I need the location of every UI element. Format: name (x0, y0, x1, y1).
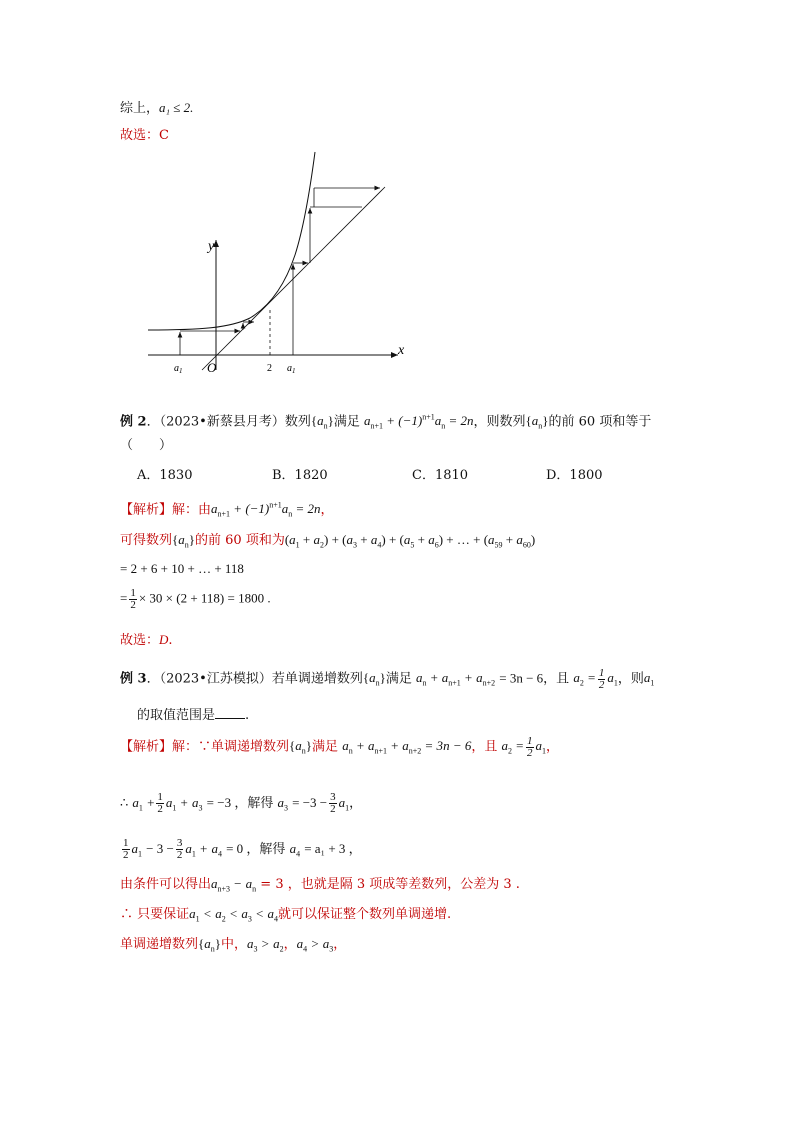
ex2-answer (120, 630, 173, 651)
ex2-answer-suffix: . (168, 633, 173, 648)
ex3-solution-line1: 【解析】解：∵单调递增数列$\{a_n\}$满足 $a_n + a_{n+1} + a_{n+2} = 3n - 6$，且 $a_2$ = $\frac{1}{2}$ $a_1$， (120, 735, 560, 759)
ex2-label: 例 2 (120, 414, 147, 430)
tick-two-label: 2 (267, 363, 272, 374)
ex3-eq-lhs: $a_n + a_{n+1} + a_{n+2}$ (416, 670, 496, 689)
ex2-option-b: B．1820 (272, 468, 328, 483)
ex2-question (120, 408, 651, 437)
ex2-option-d: D．1800 (546, 468, 603, 483)
ex3-s4-suffix: 就可以保证整个数列单调递增. (278, 907, 452, 922)
ex3-s1-suffix: = −3 ，解得 (206, 795, 274, 810)
ex3-solution-tag: 【解析】 (120, 739, 173, 755)
ex3-label: 例 3 (120, 671, 147, 687)
origin-label: O (207, 360, 217, 375)
ex3-sol-text2: 满足 (312, 739, 339, 755)
ex3-sol-seq: $\{a_n\}$ (289, 738, 313, 757)
function-curve (148, 152, 315, 330)
ex2-option-a: A．1830 (137, 468, 193, 483)
ex3-step3: 由条件可以得出$a_{n+3} - a_n = 3$ ，也就是隔 3 项成等差数列，公差为 3 . (120, 876, 520, 894)
ex3-step4: ∴ 只要保证$a_1 < a_2 < a_3 < a_4$就可以保证整个数列单调递增. (120, 906, 452, 924)
ex3-s1-end: ， (349, 796, 363, 811)
ex3-s3: 由条件可以得出 (120, 877, 212, 892)
ex3-text1: 满足 (385, 671, 412, 687)
ex3-sol-cond: $a_2$ = $\frac{1}{2}$ $a_1$ (501, 735, 547, 759)
ex2-text1: 满足 (333, 414, 360, 430)
tick-a1-left-label: $a_1$ (174, 363, 183, 375)
answer-line-1 (120, 126, 169, 146)
answer-prefix: 故选： (120, 128, 160, 143)
conclusion-prefix: 综上， (120, 101, 160, 116)
ex3-sol-text3: ，且 (471, 739, 498, 755)
ex2-solution-line4: = $\frac{1}{2}$ × 30 × (2 + 118) = 1800 . (120, 587, 271, 611)
ex2-solution-eq: $a_{n+1} + (-1)^{n+1}a_n = 2n$ (211, 501, 321, 519)
ex2-text3: 的前 60 项和等于 (548, 414, 652, 430)
ex3-a1: $a_1$ (643, 670, 655, 689)
ex3-cond: $a_2$ = $\frac{1}{2}$ $a_1$ (573, 667, 618, 691)
ex3-s2-end: = a₁ + 3 ， (304, 841, 362, 856)
cobweb-figure (140, 150, 430, 380)
ex3-s2-mid: = 0 ，解得 (226, 841, 286, 856)
ex3-text3: ，则 (617, 671, 644, 687)
ex2-solution-line3: = 2 + 6 + 10 + … + 118 (120, 561, 244, 576)
ex2-solution-tag: 【解析】 (120, 502, 173, 518)
ex2-option-c: C．1810 (412, 468, 469, 483)
ex3-text2: ，且 (543, 671, 570, 687)
ex3-question (120, 668, 654, 694)
ex2-solution-line1: 【解析】解：由$a_{n+1} + (-1)^{n+1}a_n = 2n$， (120, 501, 334, 519)
ex2-seq1: $\{a_n\}$ (310, 413, 334, 431)
ex2-text2: ，则数列 (473, 414, 526, 430)
ex3-seq1: $\{a_n\}$ (362, 670, 386, 689)
ex3-eq-rhs: = 3n − 6 (499, 670, 544, 686)
ex2-solution-line2 (120, 530, 535, 556)
fraction-half: $\frac{1}{2}$ (130, 587, 136, 611)
ex2-source: ．（2023•新蔡县月考）数列 (146, 414, 311, 430)
ex2-answer-prefix: 故选： (120, 633, 160, 648)
ex3-step1: ∴ $a_1$ + $\frac{1}{2}$ $a_1 + a_3 = -3$ ，解得 $a_3 = -3$ − $\frac{3}{2}$ $a_1$， (120, 791, 363, 815)
ex3-line2: 的取值范围是 (137, 708, 216, 723)
tick-a1-right-label: $a_1$ (287, 363, 296, 375)
ex2-sol-l2-mid: 的前 60 项和为 (195, 533, 285, 548)
ex2-answer-value: D (159, 632, 169, 647)
ex2-solution-text: 解：由 (172, 502, 212, 518)
conclusion-math: a₁ ≤ 2. (159, 100, 194, 115)
ex2-paren: （ ） (120, 438, 173, 453)
answer-value: C (159, 128, 169, 143)
ex2-sol-l2-prefix: 可得数列 (120, 533, 173, 548)
ex3-sol-eq: $a_n + a_{n+1} + a_{n+2} = 3n - 6$ (342, 738, 472, 757)
ex3-step5: 单调递增数列$\{a_n\}$中，$a_3 > a_2$，$a_4 > a_3$， (120, 936, 347, 954)
ex2-sol-sum: $(a_1 + a_2) + (a_3 + a_4) + (a_5 + a_6)$ + … + $(a_{59} + a_{60})$ (284, 532, 536, 550)
axis-y-label: y (208, 239, 215, 254)
ex3-source: ．（2023•江苏模拟）若单调递增数列 (146, 671, 363, 687)
ex3-s5-prefix: 单调递增数列 (120, 937, 199, 952)
ex2-sol-seq: $\{a_n\}$ (172, 532, 196, 550)
ex2-eq: $a_{n+1} + (-1)^{n+1}a_n = 2n$ (364, 413, 474, 431)
ex3-s4-prefix: ∴ 只要保证 (120, 907, 190, 922)
ex2-sol-l4-suffix: × 30 × (2 + 118) = 1800 . (138, 590, 271, 606)
axis-x-label: x (398, 343, 405, 358)
ex3-solution-text: 解：∵单调递增数列 (172, 739, 290, 755)
ex3-line2-end: . (245, 708, 250, 723)
ex3-s5-mid: 中， (221, 937, 248, 952)
line-y-eq-x (202, 187, 385, 370)
ex3-question-line2 (137, 706, 249, 726)
conclusion-line (120, 98, 193, 119)
ex2-seq2: $\{a_n\}$ (525, 413, 549, 431)
ex3-s3-mid: = 3 ，也就是隔 3 项成等差数列，公差为 3 . (260, 877, 520, 892)
ex3-step2: $\frac{1}{2}$ $a_1 - 3$ − $\frac{3}{2}$ $a_1 + a_4 = 0$ ，解得 $a_4 = a_1 + 3$ ， (123, 837, 362, 861)
answer-blank (215, 706, 245, 719)
